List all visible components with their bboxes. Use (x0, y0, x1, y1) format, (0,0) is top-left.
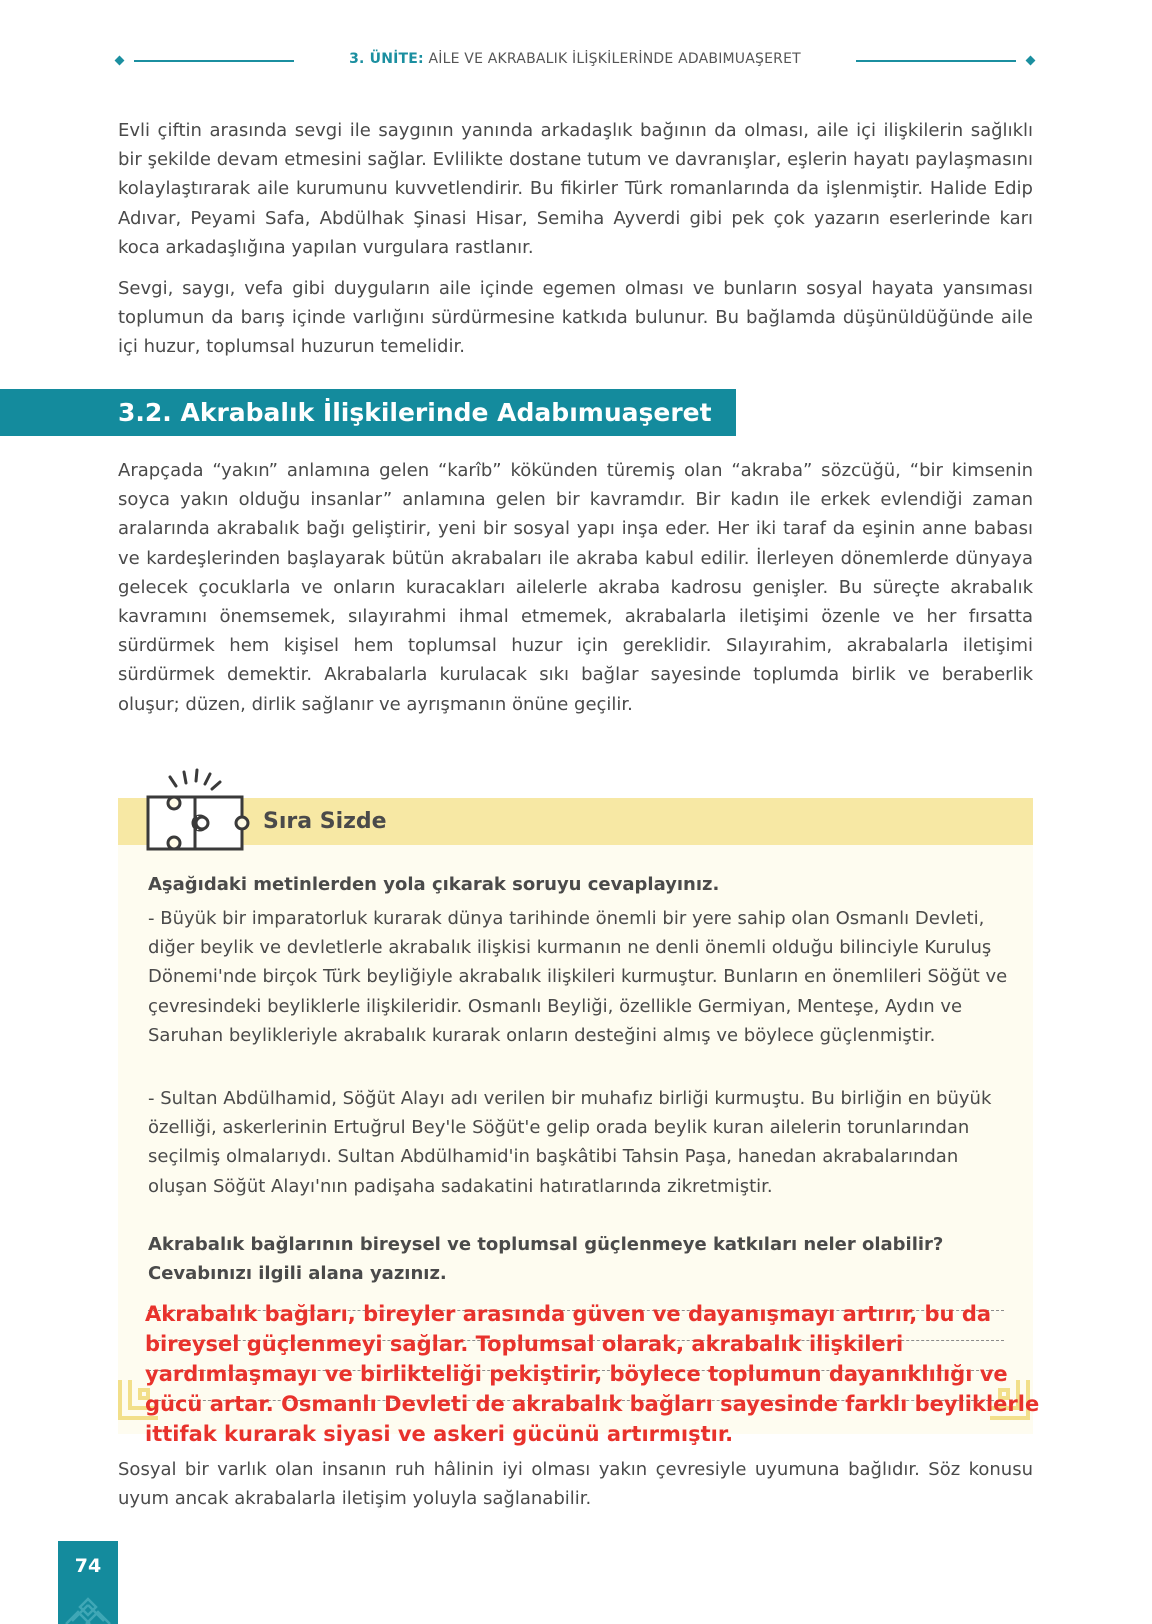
sira-sizde-header (118, 798, 1033, 845)
intro-paragraph-1: Evli çiftin arasında sevgi ile saygının yanında arkadaşlık bağının da olması, aile içi ilişkilerin sağlıklı bir şekilde devam etmesini sağlar. Evlilikte dostane tutum ve davranışlar, eşlerin hayatı paylaşmasını kolaylaştırarak aile kurumunu kuvvetlendirir. Bu fikirler Türk romanlarında da işlenmiştir. Halide Edip Adıvar, Peyami Safa, Abdülhak Şinasi Hisar, Semiha Ayverdi gibi pek çok yazarın eserlerinde karı koca arkadaşlığına yapılan vurgulara rastlanır. (118, 120, 1033, 258)
header-title (114, 51, 1036, 67)
box-instruction: Aşağıdaki metinlerden yola çıkarak soruyu cevaplayınız. (148, 874, 720, 895)
box-question: Akrabalık bağlarının bireysel ve toplumsal güçlenmeye katkıları neler olabilir? Cevabınızı ilgili alana yazınız. (148, 1234, 944, 1285)
unit-label: 3. ÜNİTE: (349, 51, 424, 67)
sira-sizde-title: Sıra Sizde (263, 809, 387, 834)
closing-paragraph: Sosyal bir varlık olan insanın ruh hâlinin iyi olması yakın çevresiyle uyumuna bağlıdır. Söz konusu uyum ancak akrabalarla iletişim yoluyla sağlanabilir. (118, 1459, 1033, 1510)
student-answer: Akrabalık bağları, bireyler arasında güven ve dayanışmayı artırır, bu da bireysel güçlenmeyi sağlar. Toplumsal olarak, akrabalık ilişkileri yardımlaşmayı ve birlikteliği pekiştirir, böylece toplumun dayanıklılığı ve gücü artar. Osmanlı Devleti de akrabalık bağları sayesinde farklı beyliklerle ittifak kurarak siyasi ve askeri gücünü artırmıştır. (145, 1302, 1040, 1446)
puzzle-icon (140, 765, 250, 855)
box-text-1: - Büyük bir imparatorluk kurarak dünya tarihinde önemli bir yere sahip olan Osmanlı Devleti, diğer beylik ve devletlerle akrabalık ilişkisi kurmanın ne denli önemli olduğu bilinciyle Kuruluş Dönemi'nde birçok Türk beyliğiyle akrabalık ilişkileri kurmuştur. Bunların en önemlileri Söğüt ve çevresindeki beyliklerle ilişkileridir. Osmanlı Beyliği, özellikle Germiyan, Menteşe, Aydın ve Saruhan beylikleriyle akrabalık kurarak onların desteğini almış ve böylece güçlenmiştir. (148, 908, 1008, 1046)
intro-paragraph-2: Sevgi, saygı, vefa gibi duyguların aile içinde egemen olması ve bunların sosyal hayata yansıması toplumun da barış içinde varlığını sürdürmesine katkıda bulunur. Bu bağlamda düşünüldüğünde aile içi huzur, toplumsal huzurun temelidir. (118, 278, 1033, 358)
section-heading-bar (0, 389, 736, 436)
page-header (114, 48, 1036, 74)
section-title: 3.2. Akrabalık İlişkilerinde Adabımuaşeret (118, 398, 712, 427)
geometric-motif-icon (58, 1593, 118, 1624)
page-number-tab (58, 1541, 118, 1624)
box-text-2: - Sultan Abdülhamid, Söğüt Alayı adı verilen bir muhafız birliği kurmuştu. Bu birliğin en büyük özelliği, askerlerinin Ertuğrul Bey'le Söğüt'e gelip orada beylik kuran ailelerin torunlarından seçilmiş olmalarıydı. Sultan Abdülhamid'in başkâtibi Tahsin Paşa, hanedan akrabalarından oluşan Söğüt Alayı'nın padişaha sadakatini hatıratlarında zikretmiştir. (148, 1088, 992, 1197)
header-rule (856, 60, 1016, 62)
section-paragraph: Arapçada “yakın” anlamına gelen “karîb” kökünden türemiş olan “akraba” sözcüğü, “bir kimsenin soyca yakın olduğu insanlar” anlamına gelen bir kavramdır. Bir kadın ile erkek evlendiği zaman aralarında akrabalık bağı geliştirir, yeni bir sosyal yapı inşa eder. Her iki taraf da eşinin anne babası ve kardeşlerinden başlayarak bütün akrabaları ile akraba kabul edilir. İlerleyen dönemlerde dünyaya gelecek çocuklarla ve onların kuracakları ailelerle akraba kadrosu genişler. Bu süreçte akrabalık kavramını önemsemek, sılayırahmi ihmal etmemek, akrabalarla iletişimi özenle ve her fırsatta sürdürmek hem kişisel hem toplumsal huzur için gereklidir. Sılayırahim, akrabalarla iletişimi sürdürmek demektir. Akrabalarla kurulacak sıkı bağlar sayesinde toplumda birlik ve beraberlik oluşur; düzen, dirlik sağlanır ve ayrışmanın önüne geçilir. (118, 460, 1033, 715)
unit-title: AİLE VE AKRABALIK İLİŞKİLERİNDE ADABIMUAŞERET (423, 51, 801, 67)
page-number: 74 (74, 1555, 102, 1577)
